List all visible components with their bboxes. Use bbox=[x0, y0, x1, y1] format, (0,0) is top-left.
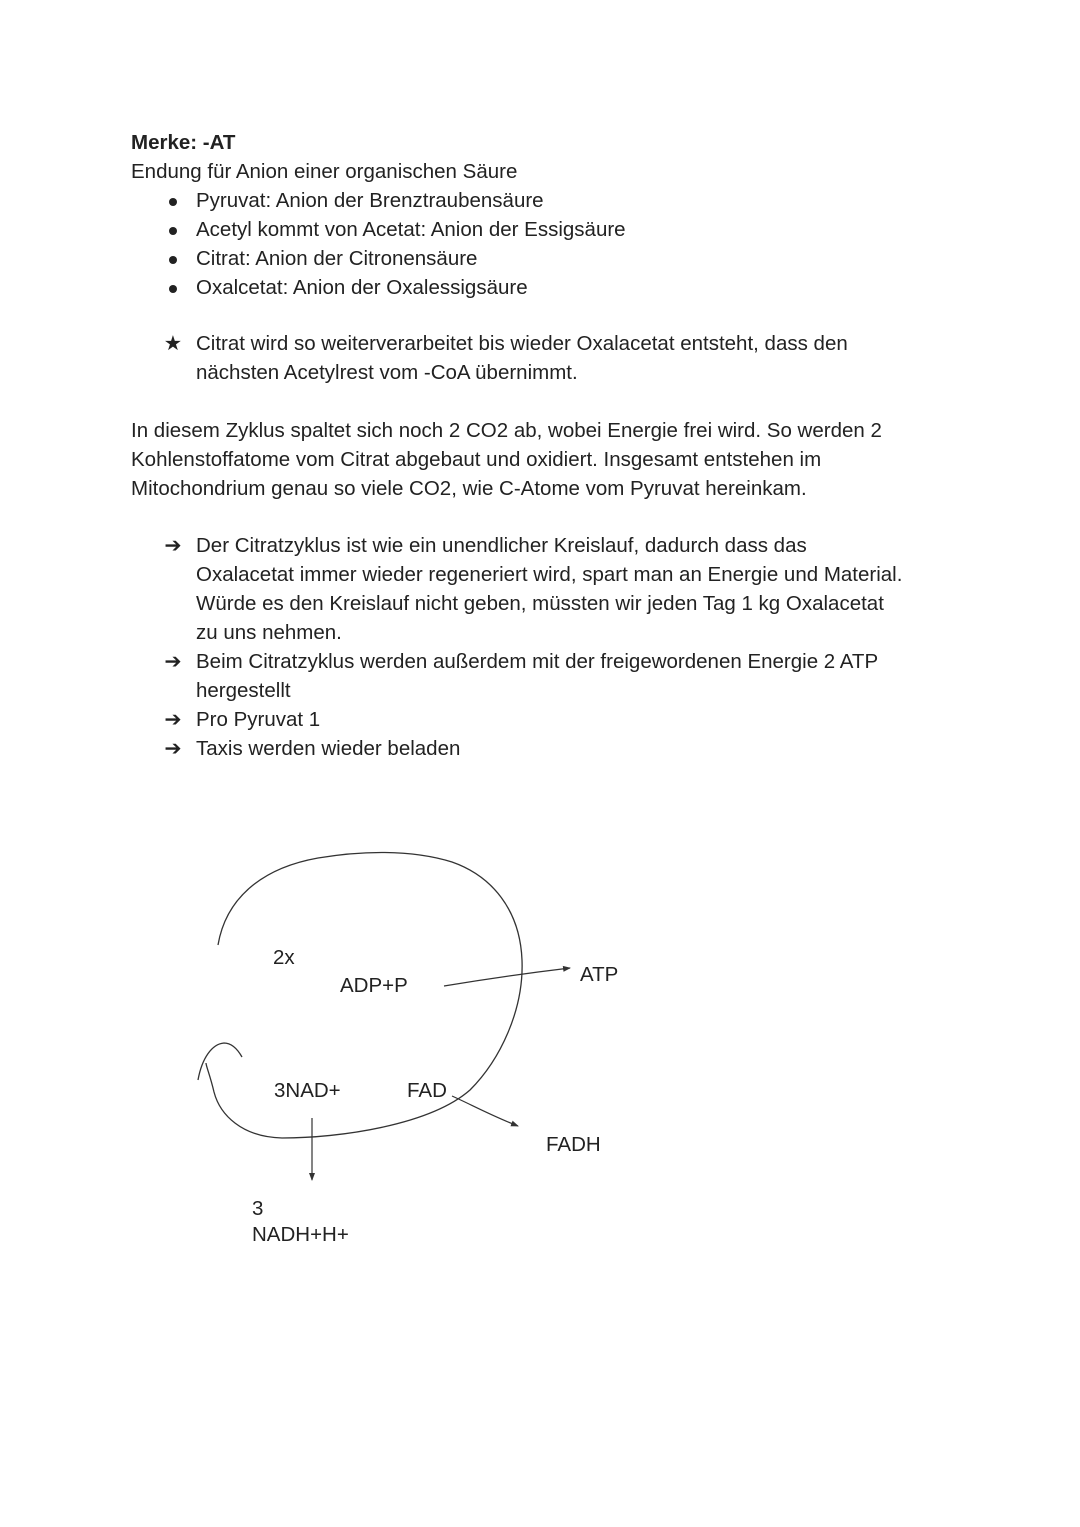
list-item: ➔ Der Citratzyklus ist wie ein unendlicher Kreislauf, dadurch dass das Oxalacetat immer wieder regeneriert wird, spart man an Energie und Material. Würde es den Kreislauf nicht geben, müssten wir jeden Tag 1 kg Oxalacetat zu uns nehmen. bbox=[131, 531, 961, 647]
anion-list bbox=[131, 186, 961, 302]
note-subtitle: Endung für Anion einer organischen Säure bbox=[131, 160, 518, 183]
list-item: Pyruvat: Anion der Brenztraubensäure bbox=[131, 186, 961, 215]
list-item: ➔ Taxis werden wieder beladen bbox=[131, 734, 961, 763]
nadh-label: NADH+H+ bbox=[252, 1223, 349, 1246]
fadh-arrow bbox=[452, 1096, 518, 1126]
list-item: Citrat: Anion der Citronensäure bbox=[131, 244, 961, 273]
list-item: Acetyl kommt von Acetat: Anion der Essigsäure bbox=[131, 215, 961, 244]
bullet-icon bbox=[169, 256, 177, 264]
arrow-right-icon: ➔ bbox=[164, 534, 182, 557]
star-note: ★ Citrat wird so weiterverarbeitet bis wieder Oxalacetat entsteht, dass den nächsten Acetylrest vom -CoA übernimmt. bbox=[131, 329, 961, 387]
nad-label: 3NAD+ bbox=[274, 1079, 341, 1102]
list-item: ➔ Beim Citratzyklus werden außerdem mit der freigewordenen Energie 2 ATP hergestellt bbox=[131, 647, 961, 705]
multiplier-label: 2x bbox=[273, 946, 295, 969]
bullet-icon bbox=[169, 285, 177, 293]
bullet-icon bbox=[169, 227, 177, 235]
cycle-paragraph: In diesem Zyklus spaltet sich noch 2 CO2 ab, wobei Energie frei wird. So werden 2 Kohlenstoffatome vom Citrat abgebaut und oxidiert. Insgesamt entstehen im Mitochondrium genau so viele CO2, wie C-Atome vom Pyruvat hereinkam. bbox=[131, 419, 882, 500]
nadh-count-label: 3 bbox=[252, 1197, 264, 1220]
adp-label: ADP+P bbox=[340, 974, 408, 997]
cycle-hook bbox=[198, 1043, 242, 1080]
arrow-right-icon: ➔ bbox=[164, 650, 182, 673]
arrow-right-icon: ➔ bbox=[164, 737, 182, 760]
bullet-icon bbox=[169, 198, 177, 206]
fad-label: FAD bbox=[407, 1079, 447, 1102]
list-item: ➔ Pro Pyruvat 1 bbox=[131, 705, 961, 734]
fadh-label: FADH bbox=[546, 1133, 601, 1156]
arrow-list bbox=[131, 531, 961, 763]
note-title: Merke: -AT bbox=[131, 131, 236, 154]
star-icon: ★ bbox=[163, 332, 183, 355]
merke-section bbox=[131, 128, 961, 302]
atp-label: ATP bbox=[580, 963, 619, 986]
atp-arrow bbox=[444, 968, 570, 986]
list-item: Oxalcetat: Anion der Oxalessigsäure bbox=[131, 273, 961, 302]
arrow-right-icon: ➔ bbox=[164, 708, 182, 731]
